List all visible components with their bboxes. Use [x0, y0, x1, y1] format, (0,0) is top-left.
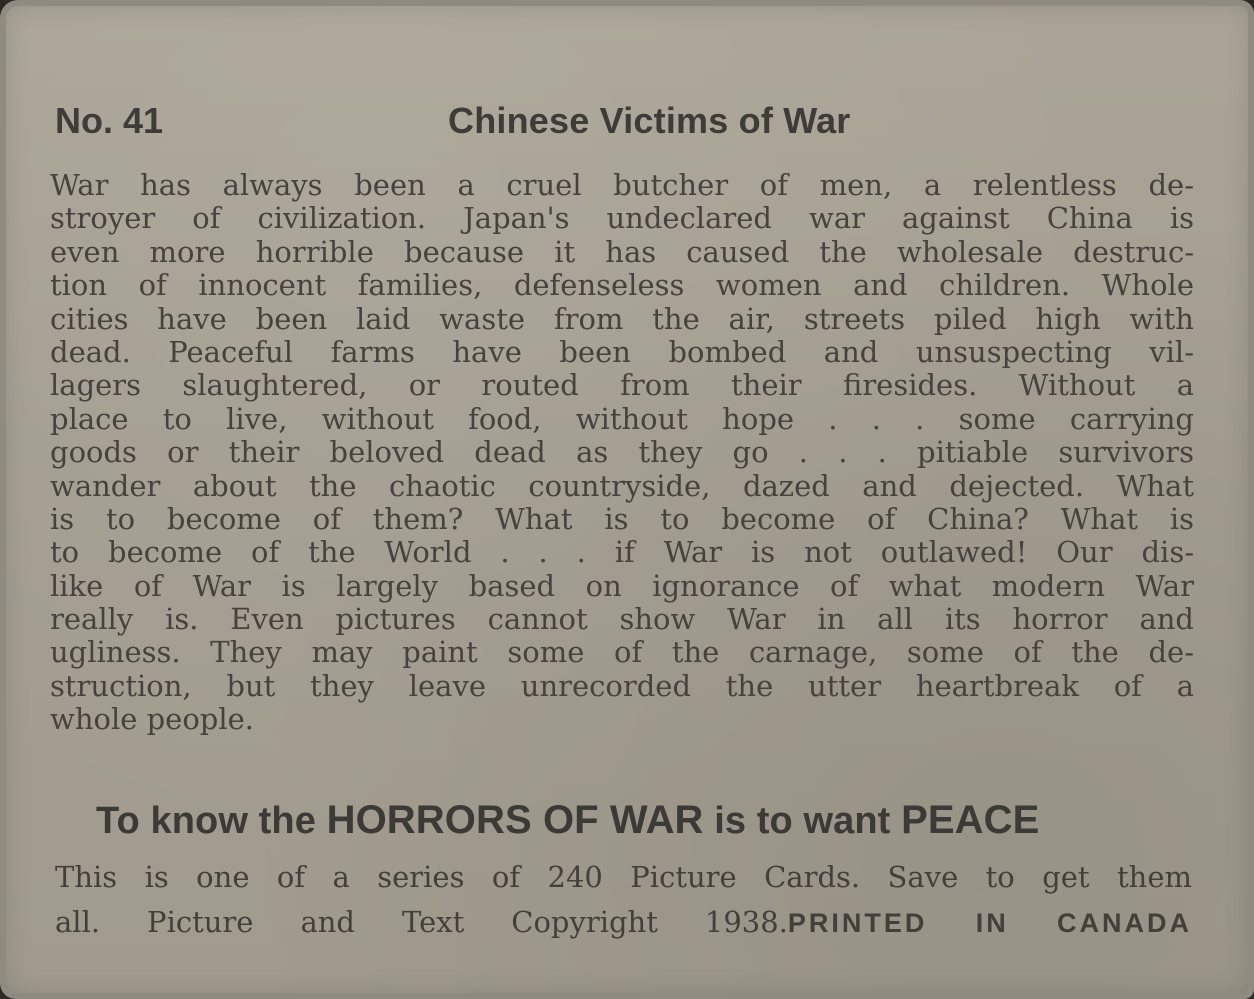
- body-line: is to become of them? What is to become of China? What is: [50, 501, 1194, 536]
- card-number: No. 41: [55, 100, 164, 141]
- body-line: dead. Peaceful farms have been bombed and unsuspecting vil-: [50, 334, 1194, 369]
- printed-in-canada: PRINTED IN CANADA: [787, 908, 1192, 938]
- slogan: [96, 798, 1152, 843]
- body-line: to become of the World . . . if War is not outlawed! Our dis-: [50, 535, 1194, 570]
- body-line: wander about the chaotic countryside, dazed and dejected. What: [50, 468, 1194, 503]
- body-line: whole people.: [50, 702, 255, 737]
- body-line: stroyer of civilization. Japan's undeclared war against China is: [50, 201, 1194, 236]
- card-header: [55, 100, 1195, 150]
- body-line: really is. Even pictures cannot show War in all its horror and: [50, 602, 1194, 637]
- copyright-line: [55, 900, 1192, 946]
- card-footer: [55, 855, 1192, 946]
- card-body-text: [50, 169, 1194, 737]
- slogan-emphasis-horrors: HORRORS OF WAR: [326, 798, 704, 842]
- body-line: War has always been a cruel butcher of men, a relentless de-: [50, 168, 1194, 202]
- body-line: tion of innocent families, defenseless women and children. Whole: [50, 268, 1194, 303]
- slogan-emphasis-peace: PEACE: [901, 798, 1040, 842]
- body-line: like of War is largely based on ignorance of what modern War: [50, 568, 1194, 603]
- body-line: place to live, without food, without hope . . . some carrying: [50, 401, 1194, 436]
- slogan-part: is to want: [703, 800, 902, 842]
- body-line: goods or their beloved dead as they go . . . pitiable survivors: [50, 435, 1194, 470]
- body-line: lagers slaughtered, or routed from their firesides. Without a: [50, 368, 1194, 403]
- slogan-part: To know the: [96, 800, 327, 842]
- series-note: This is one of a series of 240 Picture Cards. Save to get them: [55, 860, 1192, 894]
- card-title: Chinese Victims of War: [448, 100, 851, 141]
- body-line: ugliness. They may paint some of the carnage, some of the de-: [50, 635, 1194, 670]
- body-line: struction, but they leave unrecorded the utter heartbreak of a: [50, 668, 1194, 703]
- body-line: cities have been laid waste from the air, streets piled high with: [50, 301, 1194, 336]
- copyright-text: all. Picture and Text Copyright 1938.: [55, 905, 788, 939]
- body-line: even more horrible because it has caused the wholesale destruc-: [50, 234, 1194, 269]
